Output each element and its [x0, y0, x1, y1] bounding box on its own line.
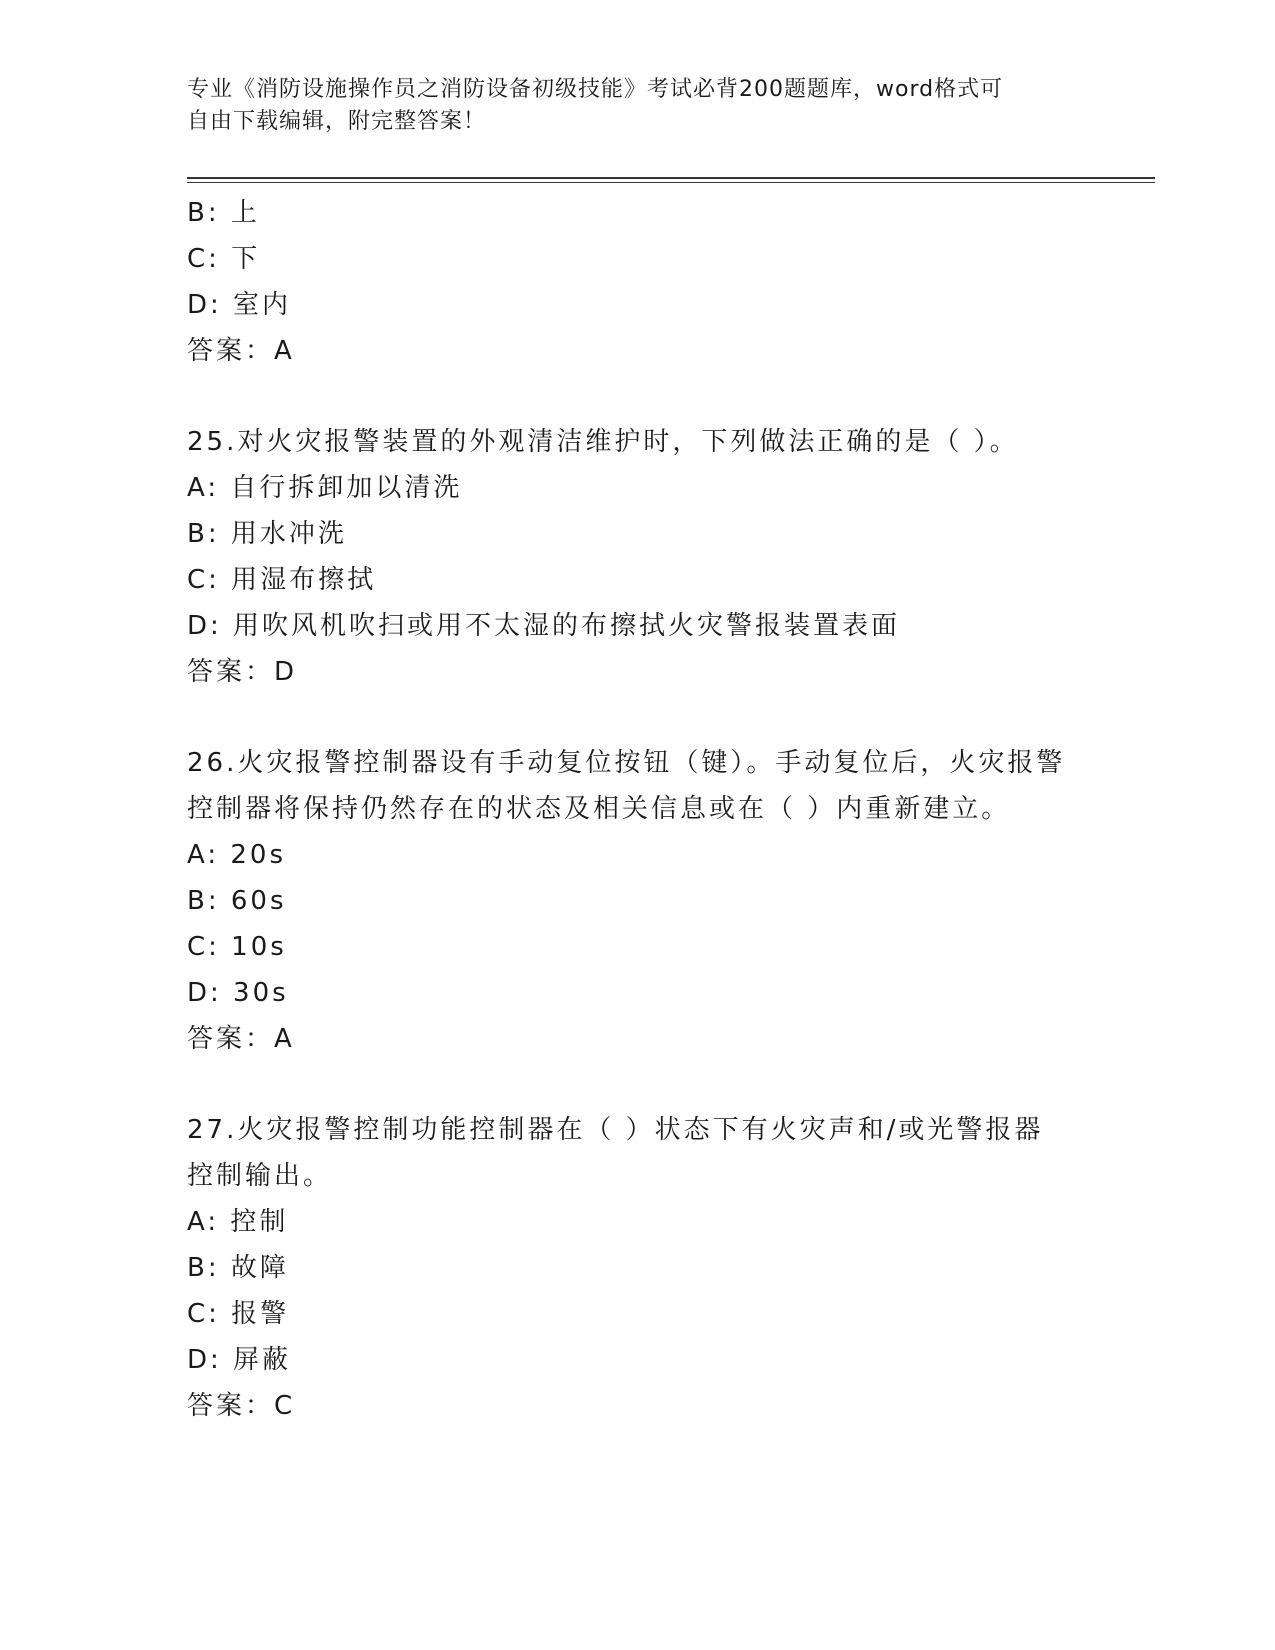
header-line-1: 专业《消防设施操作员之消防设备初级技能》考试必背200题题库，word格式可 [187, 77, 1004, 102]
header-line-2: 自由下载编辑，附完整答案！ [187, 109, 487, 134]
option-c: C: 下 [187, 244, 261, 274]
option-c: C: 10s [187, 932, 287, 962]
header-divider-thin [187, 182, 1155, 183]
answer-line: 答案：A [187, 336, 295, 366]
document-header [187, 74, 1087, 138]
answer-line: 答案：A [187, 1024, 295, 1054]
question-text-continued: 控制器将保持仍然存在的状态及相关信息或在（ ）内重新建立。 [187, 794, 1011, 824]
option-a: A: 20s [187, 840, 286, 870]
option-b: B: 上 [187, 198, 260, 228]
option-c: C: 用湿布擦拭 [187, 565, 377, 595]
question-list [187, 190, 1087, 1429]
question-26 [187, 740, 1087, 1062]
option-c: C: 报警 [187, 1299, 290, 1329]
option-a: A: 控制 [187, 1207, 289, 1237]
option-a: A: 自行拆卸加以清洗 [187, 473, 463, 503]
question-text: 26.火灾报警控制器设有手动复位按钮（键）。手动复位后，火灾报警 [187, 748, 1066, 778]
question-24-tail [187, 190, 1087, 374]
question-27 [187, 1107, 1087, 1429]
question-text-continued: 控制输出。 [187, 1161, 333, 1191]
option-b: B: 用水冲洗 [187, 519, 347, 549]
answer-line: 答案：C [187, 1391, 296, 1421]
answer-line: 答案：D [187, 657, 298, 687]
question-text: 25.对火灾报警装置的外观清洁维护时，下列做法正确的是（ ）。 [187, 427, 1019, 457]
option-b: B: 60s [187, 886, 287, 916]
option-d: D: 屏蔽 [187, 1345, 292, 1375]
option-d: D: 30s [187, 978, 289, 1008]
question-25 [187, 419, 1087, 695]
option-d: D: 用吹风机吹扫或用不太湿的布擦拭火灾警报装置表面 [187, 611, 901, 641]
option-d: D: 室内 [187, 290, 292, 320]
option-b: B: 故障 [187, 1253, 289, 1283]
header-divider-thick [187, 177, 1155, 179]
question-text: 27.火灾报警控制功能控制器在（ ）状态下有火灾声和/或光警报器 [187, 1115, 1044, 1145]
